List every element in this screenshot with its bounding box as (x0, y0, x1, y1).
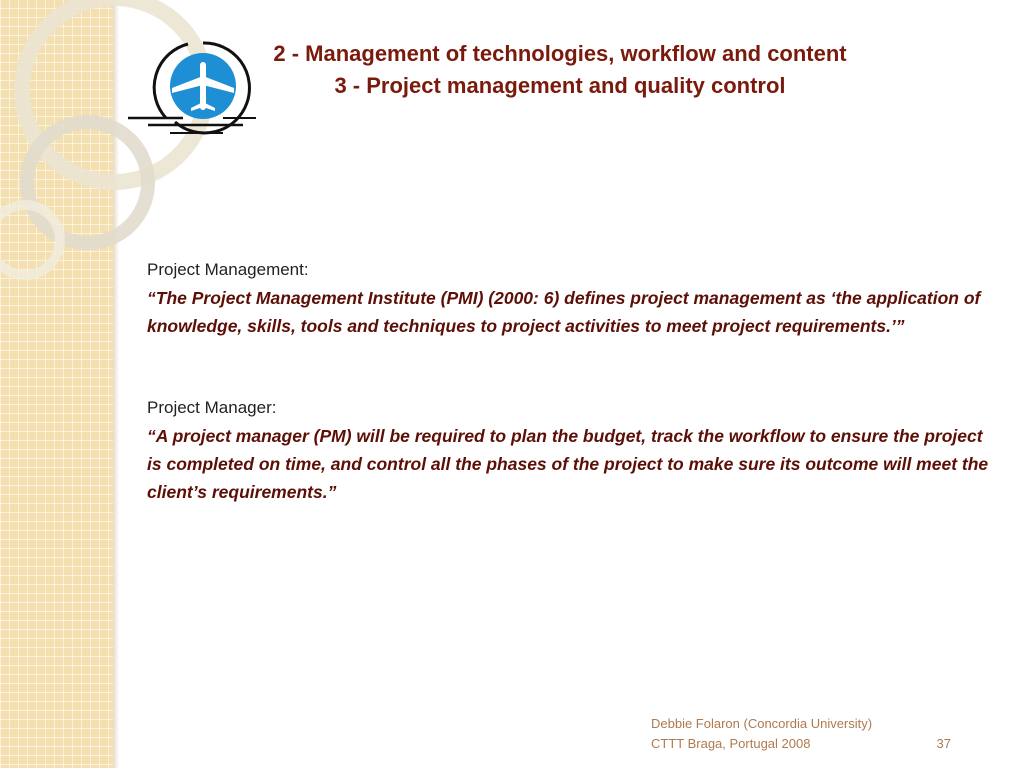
slide-title (200, 38, 920, 102)
page-number: 37 (936, 736, 951, 751)
section-quote: “The Project Management Institute (PMI) (2000: 6) defines project management as ‘the application of knowledge, skills, tools and techniques to project activities to meet project requirements.’” (147, 288, 981, 336)
slide-footer (651, 714, 1011, 754)
section-label: Project Manager: (147, 398, 277, 417)
footer-author: Debbie Folaron (Concordia University) (651, 716, 873, 731)
title-line-2: 3 - Project management and quality control (334, 73, 786, 98)
section-quote: “A project manager (PM) will be required to plan the budget, track the workflow to ensure the project is completed on time, and control all the phases of the project to make sure its outcome will meet the client’s requirements.” (147, 426, 989, 502)
slide-body (147, 256, 997, 506)
footer-event: CTTT Braga, Portugal 2008 (651, 736, 811, 751)
section-label: Project Management: (147, 260, 309, 279)
title-line-1: 2 - Management of technologies, workflow and content (273, 41, 847, 66)
